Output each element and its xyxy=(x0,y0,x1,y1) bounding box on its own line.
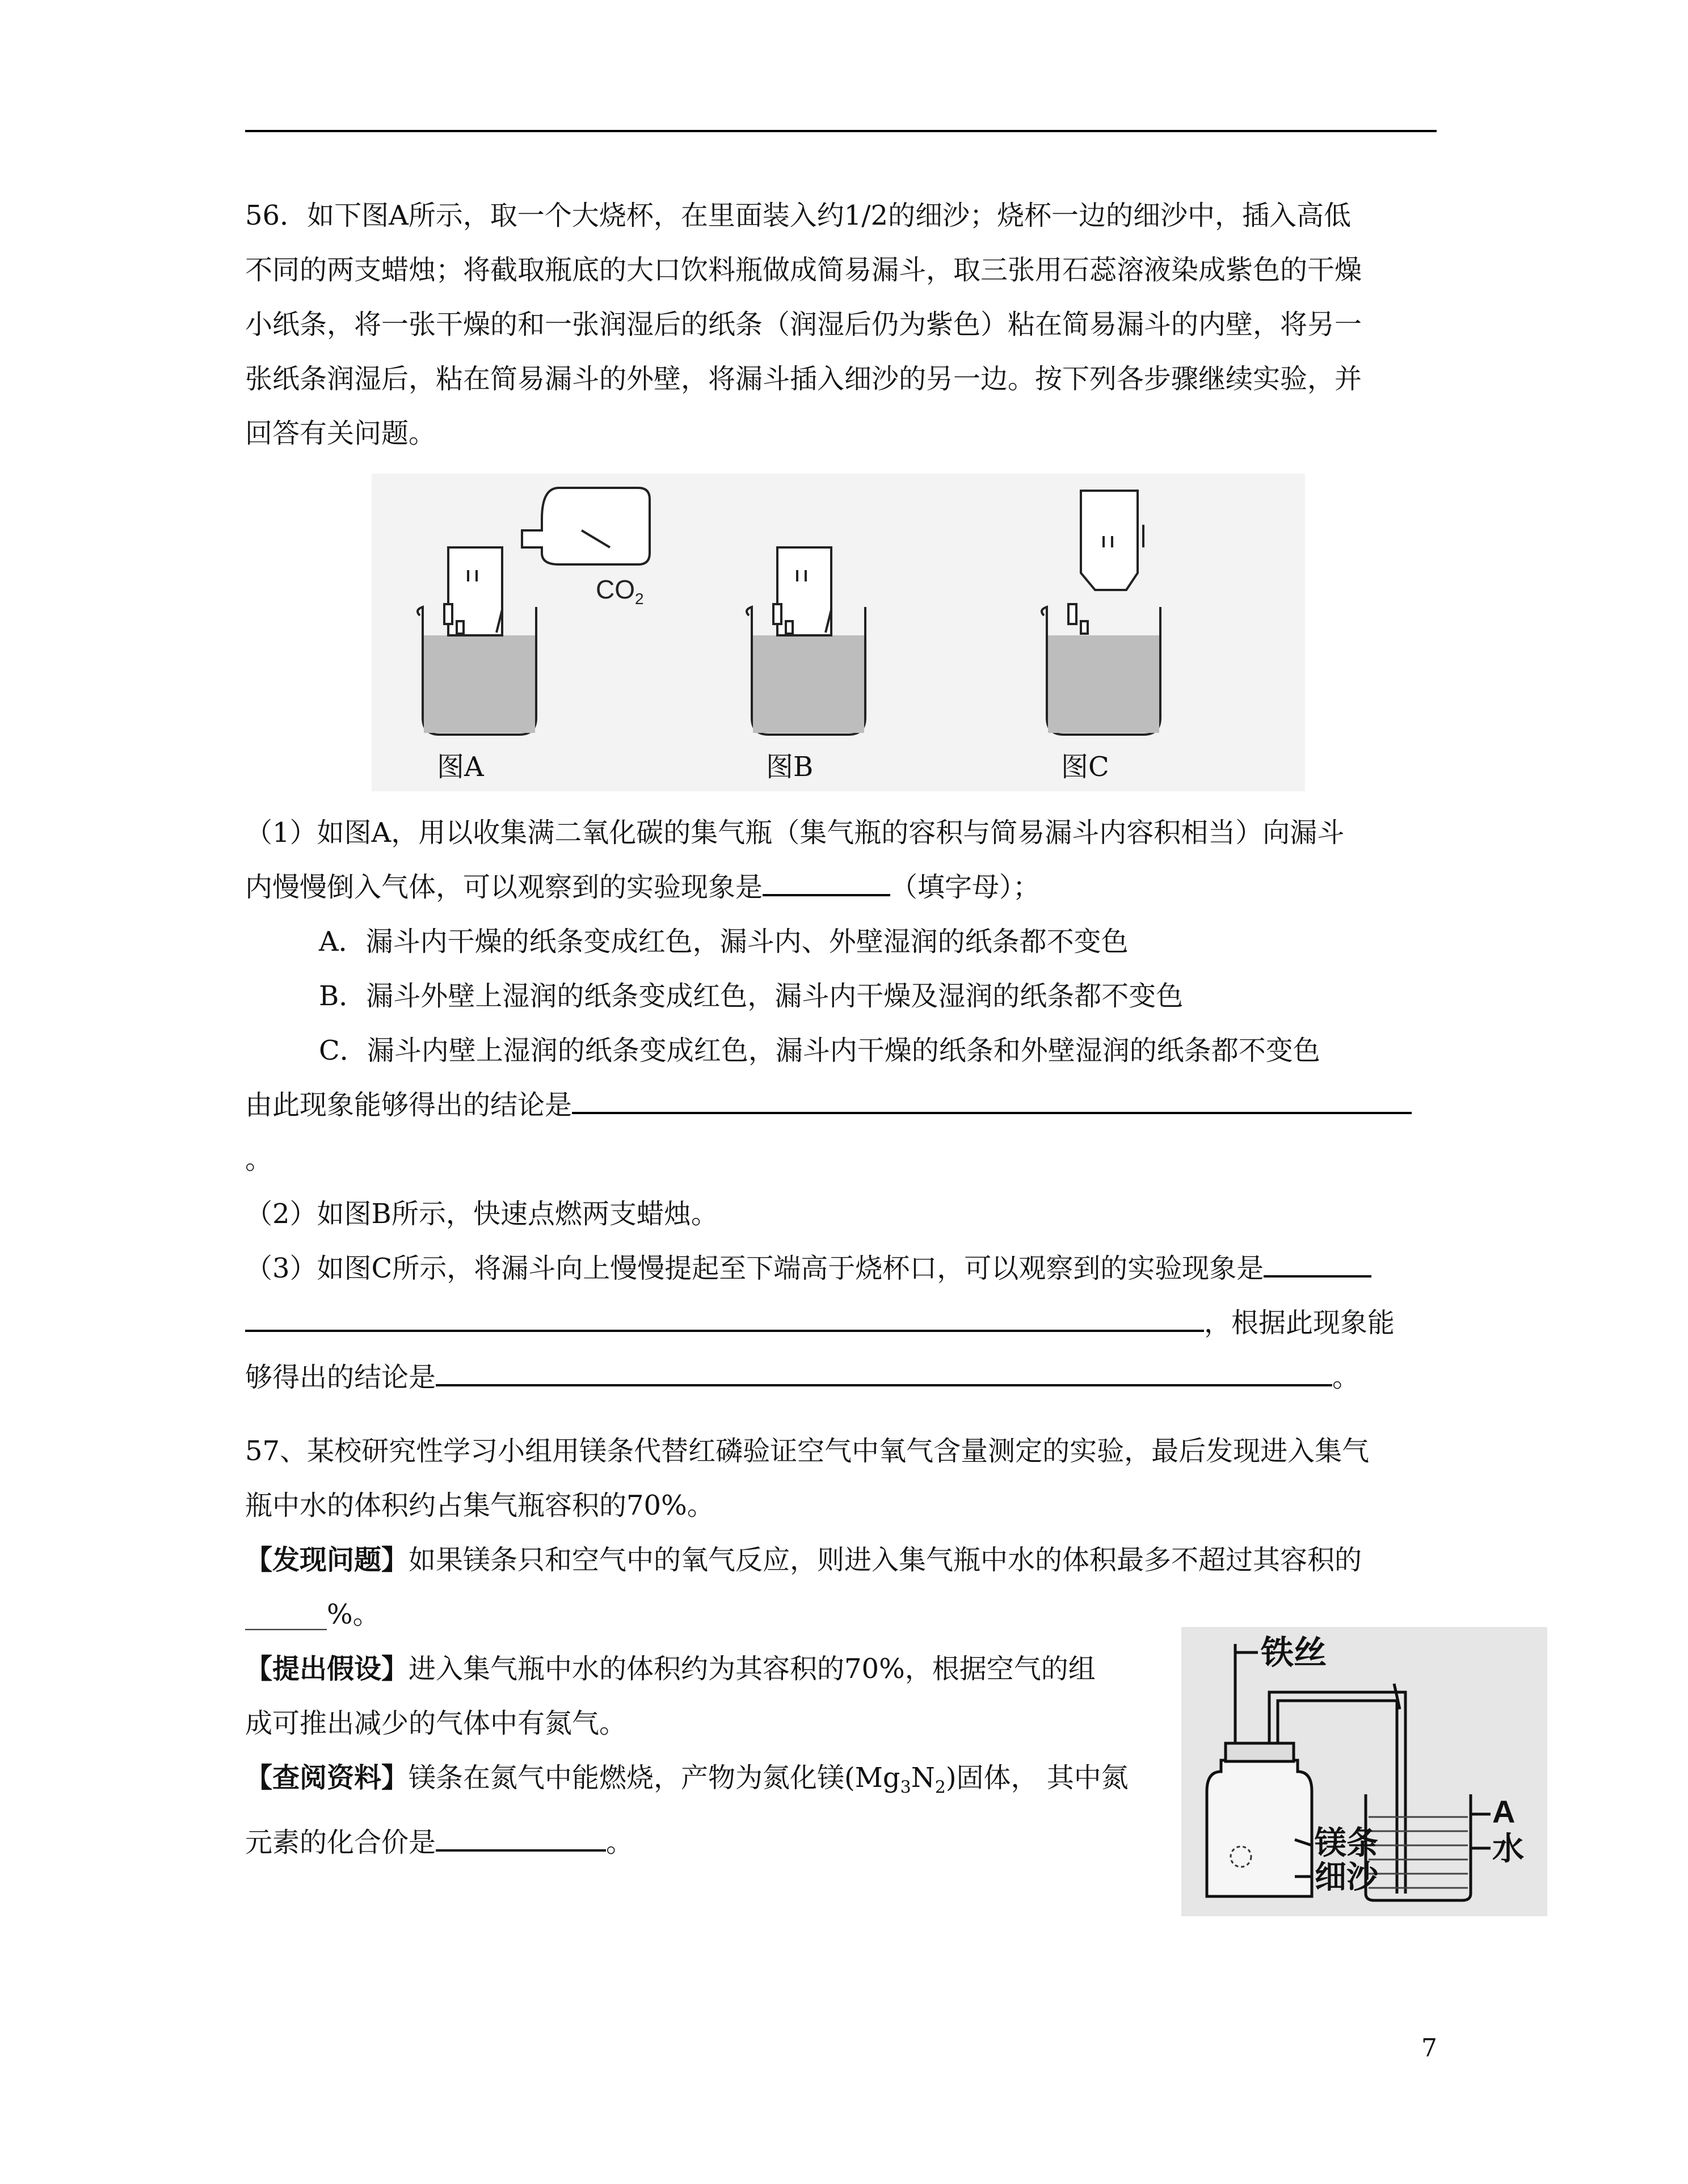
part1-line-2: 内慢慢倒入气体，可以观察到的实验现象是 （填字母）； xyxy=(245,860,1437,914)
caption-b: 图B xyxy=(766,751,814,783)
caption-c: 图C xyxy=(1061,751,1109,783)
sand-label: 细沙 xyxy=(1315,1858,1378,1896)
figure-abc-drawing xyxy=(372,474,1305,791)
q57-line-1: 57、某校研究性学习小组用镁条代替红磷验证空气中氧气含量测定的实验，最后发现进入集气 xyxy=(245,1435,1370,1467)
q56-line-2: 不同的两支蜡烛；将截取瓶底的大口饮料瓶做成简易漏斗，取三张用石蕊溶液染成紫色的干燥 xyxy=(245,254,1362,286)
option-b: B．漏斗外壁上湿润的纸条变成红色，漏斗内干燥及湿润的纸条都不变色 xyxy=(319,980,1184,1012)
q56-parts xyxy=(245,806,1437,1405)
answer-blank-4[interactable] xyxy=(245,1298,1204,1332)
find-problem-blank-line: ______%。 xyxy=(245,1599,380,1630)
caption-a: 图A xyxy=(437,751,484,783)
answer-blank-1[interactable] xyxy=(763,862,890,896)
figure-abc xyxy=(372,474,1305,791)
conclusion-end: 。 xyxy=(245,1144,273,1175)
page-number: 7 xyxy=(1421,2034,1437,2063)
q56-line-5: 回答有关问题。 xyxy=(245,418,436,449)
q56-line-3: 小纸条，将一张干燥的和一张润湿后的纸条（润湿后仍为紫色）粘在简易漏斗的内壁，将另一 xyxy=(245,309,1362,340)
header-rule xyxy=(245,130,1437,132)
answer-blank-2[interactable] xyxy=(572,1080,1412,1114)
hypothesis-line-2: 成可推出减少的气体中有氮气。 xyxy=(245,1707,627,1739)
option-c: C．漏斗内壁上湿润的纸条变成红色，漏斗内干燥的纸条和外壁湿润的纸条都不变色 xyxy=(319,1035,1320,1066)
part3-line-1: （3）如图C所示，将漏斗向上慢慢提起至下端高于烧杯口，可以观察到的实验现象是 xyxy=(245,1241,1437,1296)
part3-line-3: 够得出的结论是 。 xyxy=(245,1350,1437,1405)
answer-blank-3[interactable] xyxy=(1264,1243,1371,1277)
part3-line-2: ，根据此现象能 xyxy=(245,1296,1437,1350)
q56-line-4: 张纸条润湿后，粘在简易漏斗的外壁，将漏斗插入细沙的另一边。按下列各步骤继续实验，并 xyxy=(245,363,1362,395)
q56-intro xyxy=(245,188,1437,461)
ribbon-label: 镁条 xyxy=(1315,1824,1378,1862)
reference-line-1: 【查阅资料】镁条在氮气中能燃烧，产物为氮化镁$(Mg_3N_2)$固体， 其中氮 xyxy=(245,1762,1129,1798)
part2-line: （2）如图B所示，快速点燃两支蜡烛。 xyxy=(245,1198,718,1230)
conclusion-line: 由此现象能够得出的结论是 xyxy=(245,1078,1437,1132)
part1-line-1: （1）如图A，用以收集满二氧化碳的集气瓶（集气瓶的容积与简易漏斗内容积相当）向漏斗 xyxy=(245,817,1345,849)
answer-blank-7[interactable] xyxy=(436,1818,606,1852)
q56-line-1: 56．如下图A所示，取一个大烧杯，在里面装入约1/2的细沙；烧杯一边的细沙中，插入高低 xyxy=(245,200,1351,231)
answer-blank-5[interactable] xyxy=(436,1352,1332,1386)
wire-label: 铁丝 xyxy=(1261,1633,1327,1672)
answer-blank-6[interactable]: ______ xyxy=(245,1599,327,1630)
option-a: A．漏斗内干燥的纸条变成红色，漏斗内、外壁湿润的纸条都不变色 xyxy=(319,926,1129,958)
find-problem-line: 【发现问题】如果镁条只和空气中的氧气反应，则进入集气瓶中水的体积最多不超过其容积的 xyxy=(245,1544,1362,1576)
a-label: A xyxy=(1492,1794,1516,1829)
hypothesis-line-1: 【提出假设】进入集气瓶中水的体积约为其容积的70%，根据空气的组 xyxy=(245,1653,1096,1685)
q57-line-2: 瓶中水的体积约占集气瓶容积的70%。 xyxy=(245,1490,714,1521)
apparatus-figure xyxy=(1181,1627,1547,1916)
water-label: 水 xyxy=(1492,1830,1524,1867)
apparatus-drawing xyxy=(1181,1627,1547,1916)
co2-label: $CO_2$ xyxy=(596,575,644,608)
reference-line-2: 元素的化合价是 。 xyxy=(245,1815,1437,1870)
